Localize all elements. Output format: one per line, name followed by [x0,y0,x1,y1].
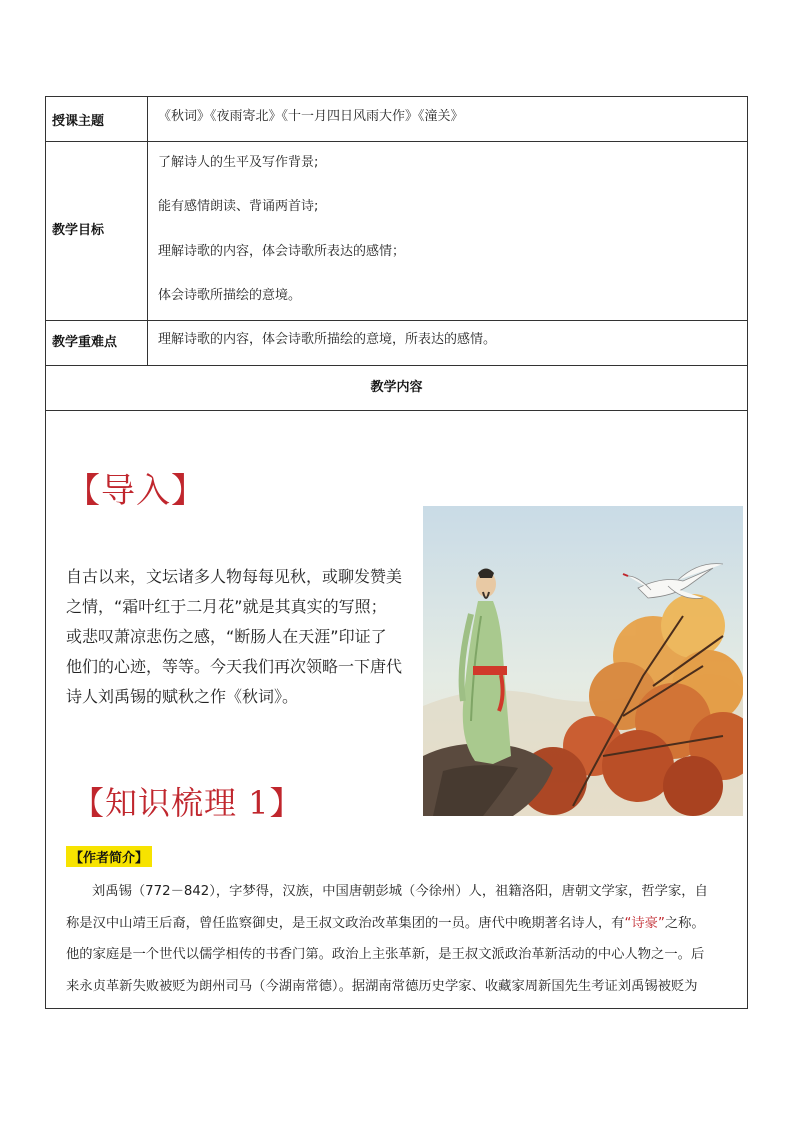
goal-item: 体会诗歌所描绘的意境。 [158,288,302,303]
row-divider [46,410,747,411]
goal-item: 理解诗歌的内容，体会诗歌所表达的感情； [158,244,406,259]
intro-line: 诗人刘禹锡的赋秋之作《秋词》。 [66,687,299,706]
bio-line: 来永贞革新失败被贬为朗州司马（今湖南常德）。据湖南常德历史学家、收藏家周新国先生考证刘禹锡被贬为 [66,978,698,994]
goal-item: 了解诗人的生平及写作背景; [158,155,319,170]
intro-line: 之情，“霜叶红于二月花”就是其真实的写照； [66,597,387,616]
column-divider [147,97,148,365]
intro-line: 自古以来，文坛诸多人物每每见秋，或聊发赞美 [66,567,403,586]
intro-paragraph [66,562,418,712]
knowledge-heading: 【知识梳理 1】 [72,784,303,822]
bio-line-text: 称是汉中山靖王后裔，曾任监察御史，是王叔文政治改革集团的一员。唐代中晚期著名诗人，有 [66,915,625,931]
intro-line: 他们的心迹，等等。今天我们再次领略一下唐代 [66,657,403,676]
row-divider [46,320,747,321]
topic-value: 《秋词》《夜雨寄北》《十一月四日风雨大作》《潼关》 [158,109,464,124]
bio-line [66,908,746,940]
goal-item: 能有感情朗读、背诵两首诗; [158,199,319,214]
key-points-label: 教学重难点 [52,335,118,350]
author-intro-tag: 【作者简介】 [66,846,152,867]
bio-line: 他的家庭是一个世代以儒学相传的书香门第。政治上主张革新，是王叔文派政治革新活动的中心人物之一。后 [66,947,705,962]
topic-label: 授课主题 [52,114,105,129]
poet-painting-image [423,506,743,816]
intro-heading: 【导入】 [66,471,206,511]
lesson-table [45,96,748,1009]
author-bio [66,876,746,1002]
poet-title-highlight: “诗豪” [624,915,665,931]
bio-line-tail: 之称。 [664,915,705,931]
intro-line: 或悲叹萧凉悲伤之感，“断肠人在天涯”印证了 [66,627,387,646]
key-points-value: 理解诗歌的内容，体会诗歌所描绘的意境，所表达的感情。 [158,332,497,347]
bio-line: 刘禹锡（772－842），字梦得，汉族，中国唐朝彭城（今徐州）人，祖籍洛阳，唐朝文学家，哲学家，自 [92,884,708,899]
goals-label: 教学目标 [52,223,105,238]
content-section-title: 教学内容 [370,380,423,395]
row-divider [46,365,747,366]
row-divider [46,141,747,142]
